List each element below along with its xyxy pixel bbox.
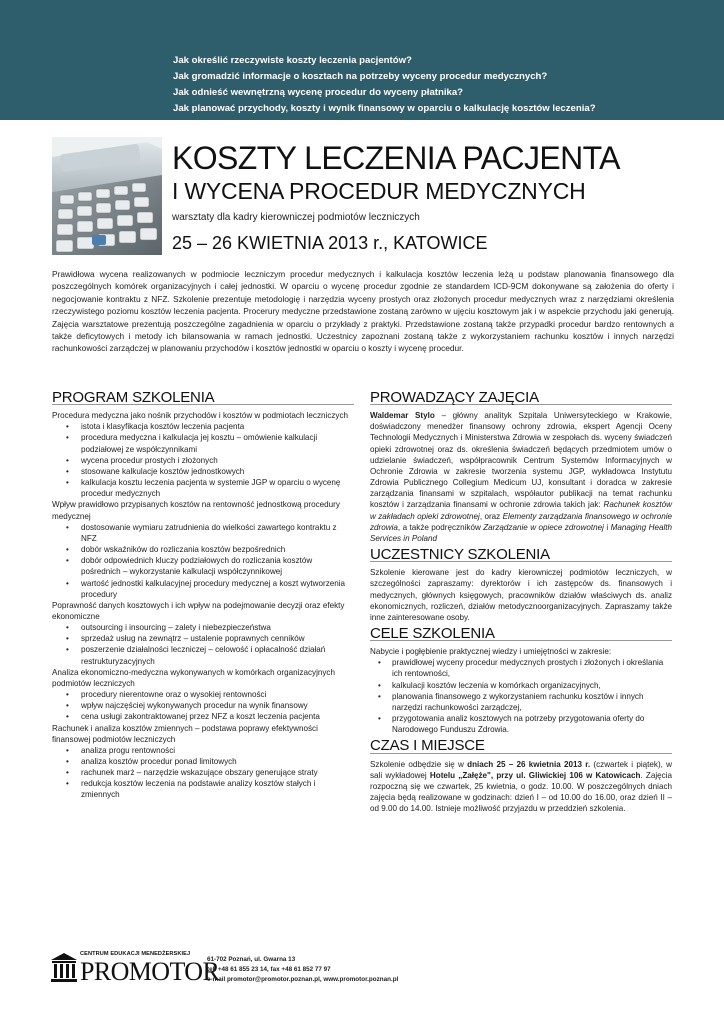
program-list xyxy=(52,745,354,801)
program-heading: PROGRAM SZKOLENIA xyxy=(52,392,354,405)
program-list xyxy=(52,689,354,722)
program-section-lead: Wpływ prawidłowo przypisanych kosztów na rentowność jednostkową procedury medycznej xyxy=(52,500,340,521)
list-item: • poszerzenie działalności leczniczej – celowość i opłacalność działań restrukturyzacyjnych xyxy=(52,644,354,666)
list-item: • redukcja kosztów leczenia na podstawie analizy kosztów stałych i zmiennych xyxy=(52,778,354,800)
list-item: • planowania finansowego z wykorzystaniem rachunku kosztów i innych narzędzi rachunkowości zarządczej, xyxy=(370,691,672,713)
list-item: • wycena procedur prostych i złożonych xyxy=(52,455,354,466)
venue-text xyxy=(370,759,672,815)
program-column xyxy=(52,389,354,801)
list-item: • kalkulacji kosztów leczenia w komórkach organizacyjnych, xyxy=(370,680,672,691)
list-item: • dobór wskaźników do rozliczania kosztów bezpośrednich xyxy=(52,544,354,555)
venue-text-part: (czwartek i piątek), w sali wykładowej xyxy=(370,759,672,780)
list-item: • wpływ najczęściej wykonywanych procedur na wynik finansowy xyxy=(52,700,354,711)
list-item: • prawidłowej wyceny procedur medycznych prostych i złożonych i określania ich rentowności, xyxy=(370,657,672,679)
list-item: • przygotowania analiz kosztowych na potrzeby przygotowania oferty do Narodowego Funduszu Zdrowia. xyxy=(370,713,672,735)
list-item: • procedura medyczna i kalkulacja jej kosztu – omówienie kalkulacji podziałowej ze współczynnikami xyxy=(52,432,354,454)
banner-question: Jak gromadzić informacje o kosztach na potrzeby wyceny procedur medycznych? xyxy=(173,71,548,82)
venue-text-part: . Zajęcia rozpoczną się we czwartek, 25 kwietnia, o godz. 10.00. W poszczególnych dniach zajęcia będą realizowane w godzinach: dzień I – od 10.00 do 16.00, oraz dzień II – od 9.00 do 14.00. Istnieje możliwość przyjazdu w przeddzień szkolenia. xyxy=(370,770,672,814)
venue-text-part: Szkolenie odbędzie się w xyxy=(370,759,468,769)
banner-question: Jak odnieść wewnętrzną wycenę procedur do wyceny płatnika? xyxy=(173,87,464,98)
publication-title: Elementy zarządzania finansowego w ochronie zdrowia xyxy=(370,511,673,532)
banner-question: Jak określić rzeczywiste koszty leczenia pacjentów? xyxy=(173,55,412,66)
banner-questions xyxy=(173,53,596,117)
header-banner xyxy=(0,0,724,120)
program-section-lead: Procedura medyczna jako nośnik przychodów i kosztów w podmiotach leczniczych xyxy=(52,411,349,421)
program-section-lead: Poprawność danych kosztowych i ich wpływ na podejmowanie decyzji oraz efekty ekonomiczne xyxy=(52,600,345,621)
banner-question: Jak planować przychody, koszty i wynik finansowy w oparciu o kalkulację kosztów leczenia? xyxy=(173,103,596,114)
list-item: • rachunek marż – narzędzie wskazujące obszary generujące straty xyxy=(52,767,354,778)
publication-title: Managing Health Services in Poland xyxy=(370,522,673,543)
program-section-lead: Rachunek i analiza kosztów zmiennych – podstawa poprawy efektywności finansowej podmiotów leczniczych xyxy=(52,723,318,744)
footer-brand: PROMOTOR xyxy=(80,957,220,986)
intro-paragraph: Prawidłowa wycena realizowanych w podmiocie leczniczym procedur medycznych i kalkulacja kosztów leczenia leżą u podstaw planowania finansowego dla poszczególnych komórek organizacyjnych i całej jednostki. W oparciu o wycenę procedur zgodnie ze standardem ICD-9CM dokonywane są założenia do oferty i negocjowanie kontraktu z NFZ. Szkolenie prezentuje metodologię i narzędzia wyceny prostych oraz złożonych procedur medycznych wraz z narzędziami określenia rzeczywistego poziomu kosztów leczenia pacjenta. Procerury medyczne przedstawione zostaną zarówno w ujęciu kosztowym jak i w aspekcie przychodu jaki generują. Zajęcia warsztatowe prezentują poszczególne zagadnienia w oparciu o przykłady z praktyki. Przedstawione zostaną także przypadki procedur bardzo rentownych a także deficytowych i metody ich bilansowania w ramach jednostki. Uczestnicy zapoznani zostaną także z wykorzystaniem rachunku kosztów i innych narzędzi rachunkowości zarządczej w planowaniu przychodów i kosztów jednostki w oparciu o koszty i wycenę procedur. xyxy=(52,269,674,354)
list-item: • analiza progu rentowności xyxy=(52,745,354,756)
program-list xyxy=(52,522,354,600)
list-item: • cena usługi zakontraktowanej przez NFZ a koszt leczenia pacjenta xyxy=(52,711,354,722)
trainer-bio-text: – główny analityk Szpitala Uniwersyteckiego w Krakowie, doświadczony menedżer finansowy ochrony zdrowia, ekspert Agencji Oceny Technologii Medycznych i Ministerstwa Zdrowia w zespołach ds. wyceny świadczeń opieki zdrowotnej oraz ds. określenia świadczeń będących przedmiotem umów o udzielanie świadczeń, współpracownik Centrum Systemów Informacyjnych w Ochronie Zdrowia w zakresie tworzenia systemu JGP, wykładowca Instytutu Zdrowia Publicznego Collegium Medicum UJ, konsultant i doradca w zakresie zarządzania finansami w szpitalach, współautor publikacji na temat rachunku kosztów i zarządzania finansami w ochronie zdrowia takich jak: xyxy=(370,411,673,510)
participants-heading: UCZESTNICY SZKOLENIA xyxy=(370,549,672,562)
program-list xyxy=(52,622,354,667)
list-item: • kalkulacja kosztu leczenia pacjenta w systemie JGP w oparciu o wycenę procedur medycznych xyxy=(52,477,354,499)
footer-email: e-mail promotor@promotor.poznan.pl, www.promotor.poznan.pl xyxy=(207,976,399,983)
footer-contact xyxy=(207,955,398,985)
event-date-location: 25 – 26 KWIETNIA 2013 r., KATOWICE xyxy=(172,233,488,253)
trainer-heading: PROWADZĄCY ZAJĘCIA xyxy=(370,392,672,405)
venue-heading: CZAS I MIEJSCE xyxy=(370,740,672,753)
participants-text: Szkolenie kierowane jest do kadry kierowniczej podmiotów leczniczych, w szczególności zapraszamy: dyrektorów i ich zastępców ds. finansowych i medycznych, głównych księgowych, pracowników działów właściwych ds. analiz ekonomicznych, rozliczeń, działów metodycznoorganizacyjnych. Zapraszamy także inne zainteresowane osoby. xyxy=(370,568,672,622)
info-column xyxy=(370,389,673,814)
program-list xyxy=(52,421,354,499)
footer-address: 61-702 Poznań, ul. Gwarna 13 xyxy=(207,956,296,963)
goals-lead: Nabycie i pogłębienie praktycznej wiedzy i umiejętności w zakresie: xyxy=(370,647,612,657)
trainer-bio xyxy=(370,410,672,544)
publication-title: Rachunek kosztów w zakładach opieki zdrowotnej xyxy=(370,500,672,521)
program-section-lead: Analiza ekonomiczno-medyczna wykonywanych w komórkach organizacyjnych podmiotów leczniczych xyxy=(52,667,335,688)
venue-hotel: Hotelu „Załęże", przy ul. Gliwickiej 106 w Katowicach xyxy=(429,770,641,780)
footer-org-small: CENTRUM EDUKACJI MENEDŻERSKIEJ xyxy=(80,951,191,957)
main-title: KOSZTY LECZENIA PACJENTA xyxy=(172,140,620,176)
audience-line: warsztaty dla kadry kierowniczej podmiotów leczniczych xyxy=(172,212,420,223)
footer-phone: tel. +48 61 855 23 14, fax +48 61 852 77 97 xyxy=(207,966,331,973)
goals-heading: CELE SZKOLENIA xyxy=(370,628,672,641)
goals-list xyxy=(370,657,672,735)
list-item: • sprzedaż usług na zewnątrz – ustalenie poprawnych cenników xyxy=(52,633,354,644)
main-subtitle: I WYCENA PROCEDUR MEDYCZNYCH xyxy=(172,178,586,204)
bio-connector: , oraz xyxy=(479,511,503,521)
list-item: • dostosowanie wymiaru zatrudnienia do wielkości zawartego kontraktu z NFZ xyxy=(52,522,354,544)
trainer-name: Waldemar Stylo xyxy=(370,411,435,421)
list-item: • istota i klasyfikacja kosztów leczenia pacjenta xyxy=(52,421,354,432)
promotor-logo-icon xyxy=(49,950,79,984)
bio-connector: , a także podręczników xyxy=(397,522,484,532)
publication-title: Zarządzanie w opiece zdrowotnej xyxy=(483,522,604,532)
list-item: • outsourcing i insourcing – zalety i niebezpieczeństwa xyxy=(52,622,354,633)
list-item: • procedury nierentowne oraz o wysokiej rentowności xyxy=(52,689,354,700)
venue-dates: dniach 25 – 26 kwietnia 2013 r. xyxy=(467,759,591,769)
calculator-image xyxy=(52,137,162,255)
list-item: • stosowane kalkulacje kosztów jednostkowych xyxy=(52,466,354,477)
list-item: • wartość jednostki kalkulacyjnej procedury medycznej a koszt wytworzenia procedury xyxy=(52,578,354,600)
list-item: • dobór odpowiednich kluczy podziałowych do rozliczania kosztów pośrednich – wykorzystanie kalkulacji współczynnikowej xyxy=(52,555,354,577)
bio-connector: i xyxy=(603,522,611,532)
list-item: • analiza kosztów procedur ponad limitowych xyxy=(52,756,354,767)
